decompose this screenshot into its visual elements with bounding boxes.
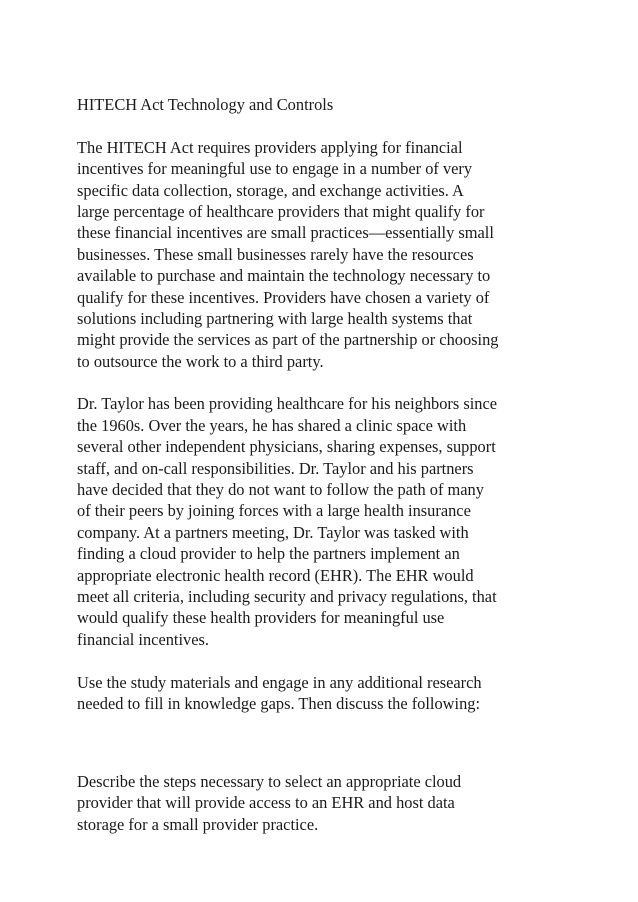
- paragraph-line: the 1960s. Over the years, he has shared a clinic space with: [77, 415, 467, 435]
- paragraph-line: solutions including partnering with large health systems that: [77, 308, 473, 328]
- paragraph-line: might provide the services as part of the partnership or choosing: [77, 330, 499, 350]
- paragraph-line: qualify for these incentives. Providers have chosen a variety of: [77, 287, 490, 307]
- paragraph-question: [77, 771, 577, 835]
- paragraph-line: financial incentives.: [77, 629, 209, 649]
- paragraph-line: staff, and on-call responsibilities. Dr. Taylor and his partners: [77, 458, 474, 478]
- paragraph-line: large percentage of healthcare providers that might qualify for: [77, 201, 485, 221]
- paragraph-line: incentives for meaningful use to engage in a number of very: [77, 159, 473, 179]
- paragraph-line: company. At a partners meeting, Dr. Taylor was tasked with: [77, 522, 469, 542]
- paragraph-line: of their peers by joining forces with a large health insurance: [77, 501, 471, 521]
- paragraph-line: provider that will provide access to an EHR and host data: [77, 793, 455, 813]
- paragraph-line: meet all criteria, including security and privacy regulations, that: [77, 586, 497, 606]
- paragraph-line: storage for a small provider practice.: [77, 814, 319, 834]
- paragraph-line: needed to fill in knowledge gaps. Then discuss the following:: [77, 693, 481, 713]
- paragraph-scenario: [77, 393, 577, 650]
- document-title: HITECH Act Technology and Controls: [77, 95, 334, 114]
- paragraph-line: several other independent physicians, sharing expenses, support: [77, 437, 496, 457]
- paragraph-line: would qualify these health providers for meaningful use: [77, 608, 445, 628]
- document-page: [77, 94, 577, 835]
- paragraph-line: Dr. Taylor has been providing healthcare for his neighbors since: [77, 394, 498, 414]
- paragraph-line: businesses. These small businesses rarely have the resources: [77, 244, 474, 264]
- paragraph-instructions: [77, 672, 577, 715]
- paragraph-line: have decided that they do not want to follow the path of many: [77, 480, 484, 500]
- paragraph-line: Use the study materials and engage in any additional research: [77, 672, 482, 692]
- paragraph-line: available to purchase and maintain the technology necessary to: [77, 266, 491, 286]
- paragraph-line: to outsource the work to a third party.: [77, 351, 324, 371]
- paragraph-line: finding a cloud provider to help the partners implement an: [77, 544, 460, 564]
- paragraph-line: appropriate electronic health record (EHR). The EHR would: [77, 565, 474, 585]
- paragraph-line: these financial incentives are small practices—essentially small: [77, 223, 494, 243]
- paragraph-line: specific data collection, storage, and exchange activities. A: [77, 180, 464, 200]
- paragraph-line: The HITECH Act requires providers applying for financial: [77, 137, 463, 157]
- paragraph-line: Describe the steps necessary to select an appropriate cloud: [77, 771, 462, 791]
- paragraph-intro: [77, 137, 577, 372]
